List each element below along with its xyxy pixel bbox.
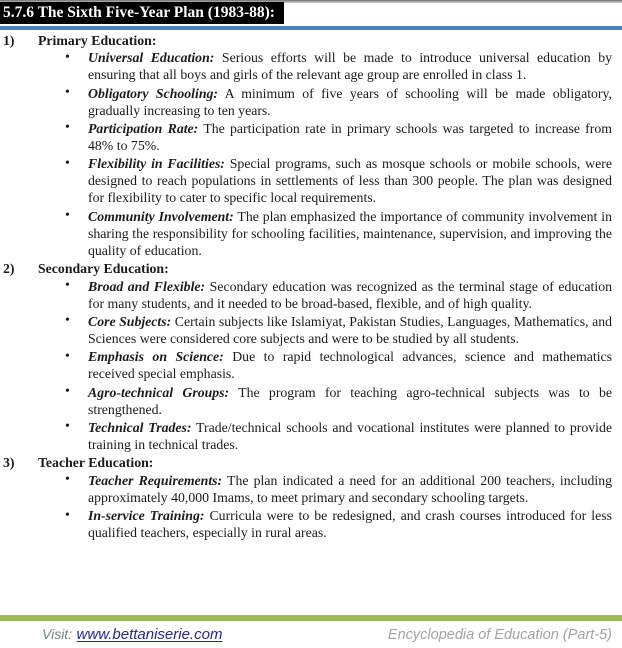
bullet-lead: Technical Trades:	[88, 419, 192, 435]
bullet-icon: •	[65, 49, 70, 65]
bullet-lead: Emphasis on Science:	[88, 349, 224, 365]
section-number: 1)	[3, 32, 15, 48]
list-item	[65, 472, 612, 506]
bullet-icon: •	[65, 278, 70, 294]
bullet-lead: In-service Training:	[88, 508, 205, 524]
bullet-icon: •	[65, 120, 70, 136]
bullet-lead: Obligatory Schooling:	[88, 85, 219, 101]
footer-visit	[42, 626, 222, 644]
bullet-text: Secondary education was recognized as the terminal stage of education for many students, and it needed to be broad-based, flexible, and of high quality.	[88, 278, 612, 311]
bullet-lead: Agro-technical Groups:	[88, 384, 230, 400]
list-item	[65, 208, 612, 259]
bullet-lead: Broad and Flexible:	[88, 278, 206, 294]
bullet-text: Serious efforts will be made to introduce universal education by ensuring that all boys and girls of the relevant age group are enrolled in class 1.	[88, 50, 613, 83]
section-teacher-education	[0, 454, 612, 541]
list-item	[65, 419, 613, 453]
footer-row	[0, 621, 622, 644]
bullet-icon: •	[65, 155, 70, 171]
bullet-icon: •	[65, 313, 70, 329]
bullet-lead: Universal Education:	[88, 50, 215, 66]
blue-divider-rule	[0, 26, 622, 30]
bullet-text: Trade/technical schools and vocational institutes were planned to provide training in technical trades.	[88, 419, 613, 452]
bullet-text: The program for teaching agro-technical subjects was to be strengthened.	[88, 384, 613, 417]
bullet-icon: •	[65, 419, 70, 435]
section-number: 3)	[3, 455, 15, 471]
footer-link[interactable]: www.bettaniserie.com	[76, 625, 223, 643]
bullet-icon: •	[65, 384, 70, 400]
footer-book-title: Encyclopedia of Education (Part-5)	[387, 626, 612, 643]
section-heading: Secondary Education:	[38, 260, 169, 276]
section-heading-row	[0, 32, 612, 49]
bullet-text: A minimum of five years of schooling will be made obligatory, gradually increasing to ten years.	[88, 85, 612, 118]
bullet-text: Special programs, such as mosque schools or mobile schools, were designed to reach populations in settlements of less than 300 people. The plan was designed for flexibility to cater to specific local requirements.	[88, 156, 612, 206]
section-heading: Teacher Education:	[38, 455, 154, 471]
section-heading: Primary Education:	[38, 32, 157, 48]
section-heading-row	[0, 454, 612, 471]
list-item	[65, 384, 613, 418]
section-primary-education	[0, 32, 612, 259]
list-item	[65, 120, 612, 154]
list-item	[65, 155, 612, 206]
page-title-text: 5.7.6 The Sixth Five-Year Plan (1983-88):	[3, 4, 275, 21]
document-body	[0, 32, 622, 543]
bullet-lead: Core Subjects:	[88, 313, 172, 329]
bullet-text: The plan emphasized the importance of community involvement in sharing the responsibility for schooling facilities, maintenance, supervision, and improving the quality of education.	[88, 208, 612, 258]
visit-label: Visit:	[42, 625, 73, 642]
section-secondary-education	[0, 260, 612, 453]
list-item	[65, 313, 613, 347]
bullet-icon: •	[65, 85, 70, 101]
list-item	[65, 278, 612, 312]
page-footer	[0, 615, 622, 648]
bullet-lead: Teacher Requirements:	[88, 472, 223, 488]
page-title	[0, 2, 284, 24]
bullet-text: Certain subjects like Islamiyat, Pakistan Studies, Languages, Mathematics, and Sciences were considered core subjects and were to be studied by all students.	[88, 313, 613, 347]
bullet-lead: Flexibility in Facilities:	[88, 156, 225, 172]
list-item	[65, 85, 612, 119]
bullet-text: Due to rapid technological advances, science and mathematics received special emphasis.	[88, 349, 613, 382]
bullet-icon: •	[65, 472, 70, 488]
bullet-text: The participation rate in primary schools was targeted to increase from 48% to 75%.	[88, 120, 612, 153]
list-item	[65, 507, 612, 541]
bullet-lead: Community Involvement:	[88, 208, 234, 224]
bullet-icon: •	[65, 348, 70, 364]
bullet-text: The plan indicated a need for an additional 200 teachers, including approximately 40,000 Imams, to meet primary and secondary schooling targets.	[88, 472, 612, 505]
section-heading-row	[0, 260, 612, 277]
bullet-lead: Participation Rate:	[88, 120, 199, 136]
list-item	[65, 348, 613, 382]
bullet-text: Curricula were to be redesigned, and crash courses introduced for less qualified teachers, especially in rural areas.	[88, 508, 612, 541]
section-number: 2)	[3, 260, 15, 276]
bullet-icon: •	[65, 507, 70, 523]
bullet-icon: •	[65, 208, 70, 224]
list-item	[65, 49, 613, 83]
